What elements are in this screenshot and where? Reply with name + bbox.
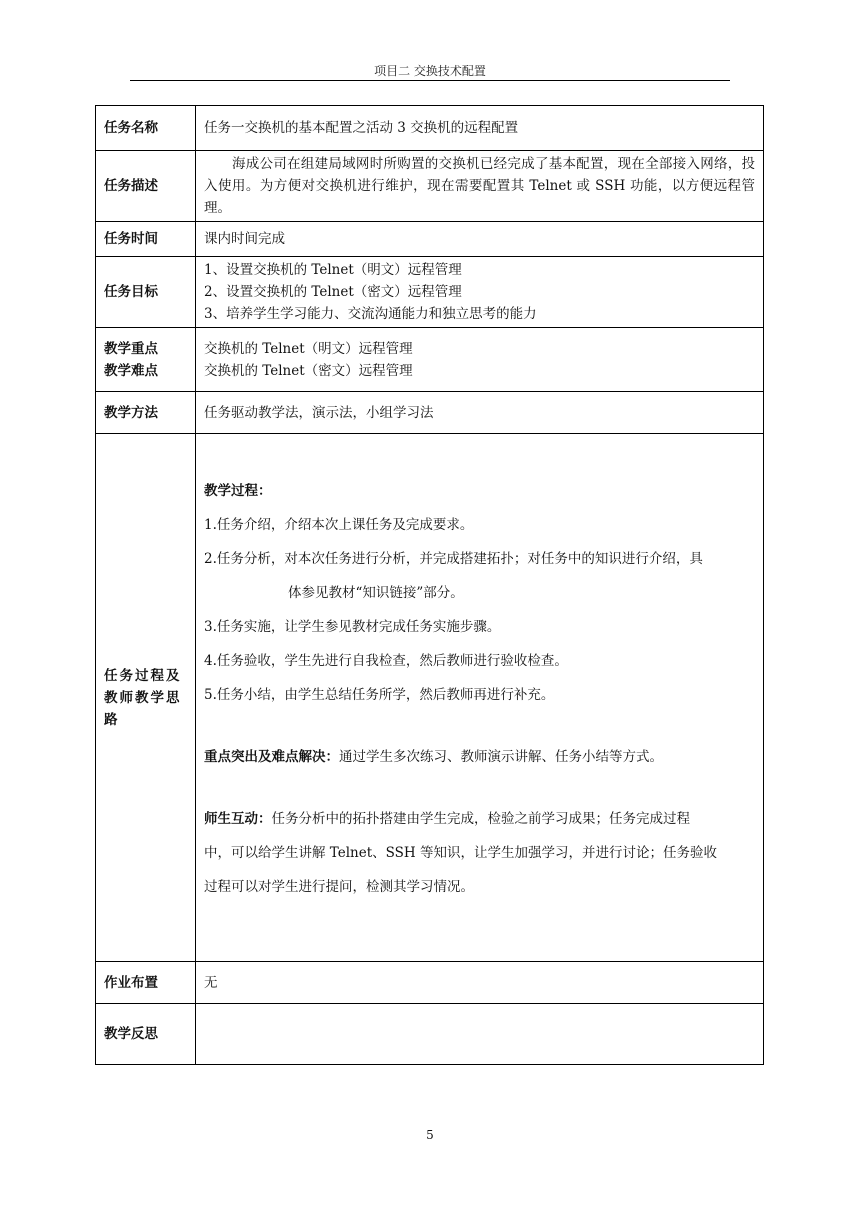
row-task-process <box>96 434 764 962</box>
interact-text: 过程可以对学生进行提问，检测其学习情况。 <box>204 878 474 895</box>
label-task-goals: 任务目标 <box>96 257 196 328</box>
page-header: 项目二 交换技术配置 <box>374 64 486 78</box>
process-step-continued: 体参见教材“知识链接”部分。 <box>288 584 464 601</box>
row-task-name <box>96 106 764 151</box>
process-step: 5.任务小结，由学生总结任务所学，然后教师再进行补充。 <box>204 686 555 703</box>
value-task-name: 任务一交换机的基本配置之活动 3 交换机的远程配置 <box>196 106 764 151</box>
row-reflection <box>96 1004 764 1065</box>
row-homework <box>96 962 764 1004</box>
row-task-goals <box>96 257 764 328</box>
value-teaching-focus <box>196 328 764 392</box>
label-task-time: 任务时间 <box>96 222 196 257</box>
label-task-name: 任务名称 <box>96 106 196 151</box>
goal-item: 3、培养学生学习能力、交流沟通能力和独立思考的能力 <box>204 306 537 322</box>
goal-item: 2、设置交换机的 Telnet（密文）远程管理 <box>204 284 462 300</box>
row-task-desc <box>96 151 764 222</box>
header-rule <box>130 80 730 81</box>
focus-item: 交换机的 Telnet（明文）远程管理 <box>204 340 413 357</box>
value-task-process <box>196 434 764 962</box>
lesson-plan-table <box>95 105 764 1065</box>
label-task-process: 任务过程及教师教学思路 <box>96 434 196 962</box>
row-teaching-focus <box>96 328 764 392</box>
value-reflection <box>196 1004 764 1065</box>
row-teaching-method <box>96 392 764 434</box>
process-heading: 教学过程： <box>204 482 272 499</box>
interact-text: 任务分析中的拓扑搭建由学生完成，检验之前学习成果；任务完成过程 <box>271 810 690 827</box>
row-task-time <box>96 222 764 257</box>
value-task-time: 课内时间完成 <box>196 222 764 257</box>
keypoint-label: 重点突出及难点解决： <box>204 748 339 765</box>
focus-item: 交换机的 Telnet（密文）远程管理 <box>204 362 413 379</box>
interact-text: 中，可以给学生讲解 Telnet、SSH 等知识，让学生加强学习，并进行讨论；任务验收 <box>204 844 717 861</box>
page-number: 5 <box>426 1128 434 1142</box>
label-reflection: 教学反思 <box>96 1004 196 1065</box>
label-teaching-focus <box>96 328 196 392</box>
label-teaching-method: 教学方法 <box>96 392 196 434</box>
value-homework: 无 <box>196 962 764 1004</box>
value-task-goals <box>196 257 764 328</box>
process-step: 3.任务实施，让学生参见教材完成任务实施步骤。 <box>204 618 501 635</box>
process-step: 2.任务分析，对本次任务进行分析，并完成搭建拓扑；对任务中的知识进行介绍，具 <box>204 550 703 567</box>
keypoint-text: 通过学生多次练习、教师演示讲解、任务小结等方式。 <box>339 748 663 765</box>
process-step: 1.任务介绍，介绍本次上课任务及完成要求。 <box>204 516 474 533</box>
label-homework: 作业布置 <box>96 962 196 1004</box>
interact-label: 师生互动： <box>204 810 272 827</box>
goal-item: 1、设置交换机的 Telnet（明文）远程管理 <box>204 262 462 278</box>
value-task-desc: 海成公司在组建局域网时所购置的交换机已经完成了基本配置，现在全部接入网络，投入使用。为方便对交换机进行维护，现在需要配置其 Telnet 或 SSH 功能，以方便远程管理。 <box>196 151 764 222</box>
process-step: 4.任务验收，学生先进行自我检查，然后教师进行验收检查。 <box>204 652 568 669</box>
label-difficult-point: 教学难点 <box>104 362 158 379</box>
label-key-point: 教学重点 <box>104 340 158 357</box>
label-task-desc: 任务描述 <box>96 151 196 222</box>
value-teaching-method: 任务驱动教学法，演示法，小组学习法 <box>196 392 764 434</box>
